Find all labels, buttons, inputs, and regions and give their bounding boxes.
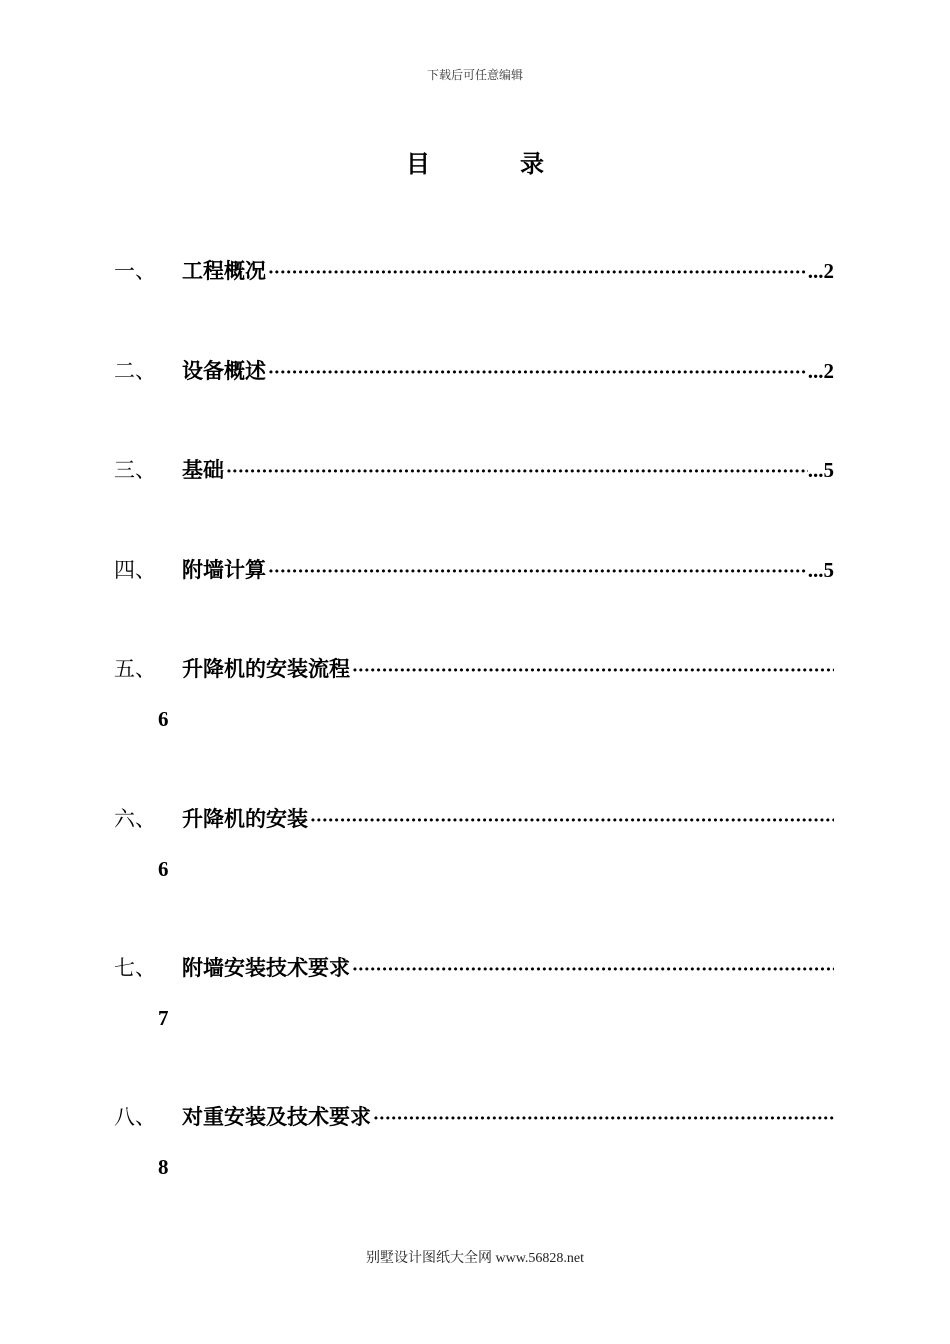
dot-leader — [268, 557, 808, 587]
footer-note: 别墅设计图纸大全网 www.56828.net — [365, 1251, 585, 1266]
entry-page-number: ...5 — [807, 558, 834, 582]
dot-leader — [268, 358, 808, 388]
toc-entry-3[interactable] — [114, 455, 834, 485]
entry-page-number: 8 — [158, 1155, 169, 1179]
entry-number: 五、 — [114, 657, 156, 681]
toc-entry-2[interactable] — [114, 356, 834, 386]
entry-page-number: 6 — [158, 857, 169, 881]
entry-number: 一、 — [114, 259, 156, 283]
dot-leader — [352, 656, 834, 686]
entry-page-number: 6 — [158, 707, 169, 731]
entry-title: 升降机的安装 — [182, 807, 308, 831]
entry-number: 七、 — [114, 956, 156, 980]
entry-title: 升降机的安装流程 — [182, 657, 350, 681]
dot-leader — [226, 457, 808, 487]
dot-leader — [310, 806, 834, 836]
header-note: 下载后可任意编辑 — [426, 68, 523, 82]
toc-entry-5[interactable] — [114, 654, 834, 734]
entry-title: 工程概况 — [182, 259, 266, 283]
entry-page-number: ...2 — [807, 259, 834, 283]
entry-number: 三、 — [114, 458, 156, 482]
entry-title: 附墙安装技术要求 — [182, 956, 350, 980]
entry-page-number: 7 — [158, 1006, 169, 1030]
entry-page-number: ...5 — [807, 458, 834, 482]
toc-entry-4[interactable] — [114, 555, 834, 585]
page-title — [0, 144, 950, 179]
entry-title: 附墙计算 — [182, 558, 266, 582]
toc-entry-7[interactable] — [114, 953, 834, 1033]
dot-leader — [268, 258, 808, 288]
entry-title: 对重安装及技术要求 — [182, 1105, 371, 1129]
dot-leader — [373, 1104, 834, 1134]
entry-title: 设备概述 — [182, 359, 266, 383]
toc-entry-1[interactable] — [114, 256, 834, 286]
dot-leader — [352, 955, 834, 985]
title-char-1: 目 — [406, 150, 430, 178]
toc-entry-6[interactable] — [114, 804, 834, 884]
entry-title: 基础 — [182, 458, 224, 482]
entry-number: 二、 — [114, 359, 156, 383]
title-char-2: 录 — [520, 150, 544, 178]
entry-number: 六、 — [114, 807, 156, 831]
entry-page-number: ...2 — [807, 359, 834, 383]
toc-entry-8[interactable] — [114, 1102, 834, 1182]
entry-number: 八、 — [114, 1105, 156, 1129]
entry-number: 四、 — [114, 558, 156, 582]
